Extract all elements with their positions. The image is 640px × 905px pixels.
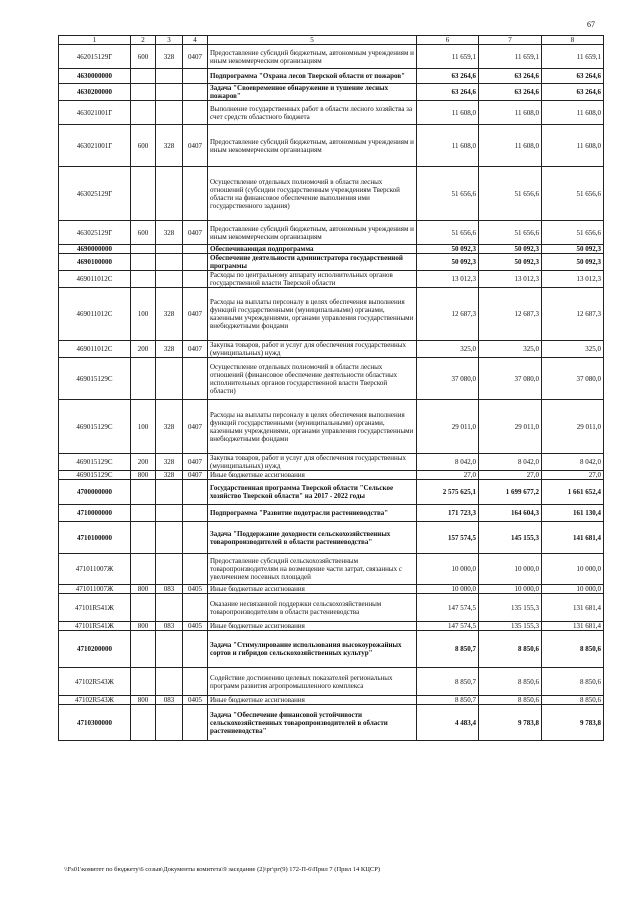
table-row [59, 454, 604, 471]
department-code-cell [156, 668, 183, 696]
amount-col7-cell: 29 011,0 [479, 400, 542, 454]
table-header-row [59, 36, 604, 45]
table-row [59, 471, 604, 480]
amount-col8-cell: 8 850,6 [542, 668, 604, 696]
budget-code-cell: 4700000000 [59, 480, 131, 505]
department-code-cell: 083 [156, 585, 183, 594]
description-cell: Расходы по центральному аппарату исполнительных органов государственной власти Тверской области [208, 271, 417, 288]
header-cell: 2 [131, 36, 156, 45]
amount-col8-cell: 63 264,6 [542, 84, 604, 101]
amount-col6-cell: 11 608,0 [417, 101, 479, 125]
description-cell: Выполнение государственных работ в области лесного хозяйства за счет средств областного бюджета [208, 101, 417, 125]
header-cell: 1 [59, 36, 131, 45]
amount-col6-cell: 63 264,6 [417, 84, 479, 101]
expense-type-cell [131, 480, 156, 505]
description-cell: Государственная программа Тверской области "Сельское хозяйство Тверской области" на 2017 - 2022 годы [208, 480, 417, 505]
section-code-cell: 0407 [183, 125, 208, 167]
section-code-cell: 0407 [183, 341, 208, 358]
description-cell: Задача "Поддержание доходности сельскохозяйственных товаропроизводителей в области растениеводства" [208, 522, 417, 554]
department-code-cell: 083 [156, 622, 183, 631]
amount-col7-cell: 27,0 [479, 471, 542, 480]
department-code-cell: 328 [156, 221, 183, 245]
amount-col7-cell: 51 656,6 [479, 167, 542, 221]
expense-type-cell: 800 [131, 622, 156, 631]
budget-code-cell: 469015129С [59, 358, 131, 400]
department-code-cell: 328 [156, 471, 183, 480]
expense-type-cell [131, 69, 156, 84]
section-code-cell: 0405 [183, 585, 208, 594]
table-row [59, 668, 604, 696]
section-code-cell [183, 254, 208, 271]
section-code-cell [183, 358, 208, 400]
amount-col6-cell: 12 687,3 [417, 288, 479, 341]
department-code-cell [156, 358, 183, 400]
section-code-cell [183, 167, 208, 221]
budget-code-cell: 4630200000 [59, 84, 131, 101]
expense-type-cell: 800 [131, 696, 156, 705]
budget-code-cell: 469011012С [59, 341, 131, 358]
department-code-cell [156, 505, 183, 522]
department-code-cell: 328 [156, 125, 183, 167]
table-row [59, 221, 604, 245]
amount-col8-cell: 8 042,0 [542, 454, 604, 471]
table-row [59, 696, 604, 705]
budget-code-cell: 4690100000 [59, 254, 131, 271]
expense-type-cell [131, 594, 156, 622]
table-row [59, 622, 604, 631]
amount-col8-cell: 141 681,4 [542, 522, 604, 554]
amount-col7-cell: 10 000,0 [479, 585, 542, 594]
department-code-cell [156, 271, 183, 288]
section-code-cell [183, 505, 208, 522]
amount-col8-cell: 51 656,6 [542, 221, 604, 245]
header-cell: 6 [417, 36, 479, 45]
amount-col7-cell: 63 264,6 [479, 69, 542, 84]
section-code-cell [183, 668, 208, 696]
department-code-cell: 328 [156, 288, 183, 341]
amount-col8-cell: 27,0 [542, 471, 604, 480]
expense-type-cell [131, 254, 156, 271]
amount-col6-cell: 171 723,3 [417, 505, 479, 522]
section-code-cell [183, 101, 208, 125]
expense-type-cell: 200 [131, 454, 156, 471]
budget-table [58, 35, 604, 741]
table-row [59, 45, 604, 69]
amount-col7-cell: 11 659,1 [479, 45, 542, 69]
table-row [59, 400, 604, 454]
description-cell: Задача "Стимулирование использования высокоурожайных сортов и гибридов сельскохозяйственных культур" [208, 631, 417, 668]
amount-col8-cell: 131 681,4 [542, 622, 604, 631]
amount-col8-cell: 51 656,6 [542, 167, 604, 221]
amount-col7-cell: 12 687,3 [479, 288, 542, 341]
amount-col6-cell: 37 080,0 [417, 358, 479, 400]
amount-col7-cell: 164 604,3 [479, 505, 542, 522]
amount-col8-cell: 1 661 652,4 [542, 480, 604, 505]
budget-code-cell: 471011007Ж [59, 585, 131, 594]
budget-code-cell: 47101R541Ж [59, 622, 131, 631]
table-row [59, 245, 604, 254]
amount-col8-cell: 10 000,0 [542, 585, 604, 594]
department-code-cell [156, 594, 183, 622]
description-cell: Обеспечивающая подпрограмма [208, 245, 417, 254]
description-cell: Задача "Своевременное обнаружение и тушение лесных пожаров" [208, 84, 417, 101]
table-row [59, 341, 604, 358]
section-code-cell: 0407 [183, 288, 208, 341]
amount-col6-cell: 157 574,5 [417, 522, 479, 554]
description-cell: Иные бюджетные ассигнования [208, 696, 417, 705]
budget-code-cell: 463025129Г [59, 167, 131, 221]
amount-col7-cell: 8 850,6 [479, 696, 542, 705]
description-cell: Иные бюджетные ассигнования [208, 585, 417, 594]
section-code-cell: 0407 [183, 471, 208, 480]
table-row [59, 631, 604, 668]
amount-col8-cell: 50 092,3 [542, 254, 604, 271]
department-code-cell [156, 84, 183, 101]
expense-type-cell [131, 245, 156, 254]
amount-col7-cell: 1 699 677,2 [479, 480, 542, 505]
amount-col6-cell: 11 608,0 [417, 125, 479, 167]
description-cell: Обеспечение деятельности администратора государственной программы [208, 254, 417, 271]
amount-col6-cell: 8 850,7 [417, 631, 479, 668]
amount-col6-cell: 10 000,0 [417, 554, 479, 585]
amount-col8-cell: 11 608,0 [542, 125, 604, 167]
description-cell: Оказание несвязанной поддержки сельскохозяйственным товаропроизводителям в области растениеводства [208, 594, 417, 622]
amount-col8-cell: 29 011,0 [542, 400, 604, 454]
section-code-cell [183, 271, 208, 288]
table-row [59, 167, 604, 221]
amount-col6-cell: 147 574,5 [417, 622, 479, 631]
section-code-cell: 0405 [183, 696, 208, 705]
amount-col6-cell: 147 574,5 [417, 594, 479, 622]
amount-col7-cell: 10 000,0 [479, 554, 542, 585]
amount-col6-cell: 325,0 [417, 341, 479, 358]
description-cell: Закупка товаров, работ и услуг для обеспечения государственных (муниципальных) нужд [208, 454, 417, 471]
department-code-cell [156, 554, 183, 585]
header-cell: 8 [542, 36, 604, 45]
amount-col7-cell: 135 155,3 [479, 594, 542, 622]
amount-col6-cell: 51 656,6 [417, 167, 479, 221]
section-code-cell [183, 594, 208, 622]
amount-col8-cell: 37 080,0 [542, 358, 604, 400]
expense-type-cell [131, 271, 156, 288]
budget-code-cell: 4710200000 [59, 631, 131, 668]
department-code-cell [156, 167, 183, 221]
header-cell: 4 [183, 36, 208, 45]
amount-col7-cell: 11 608,0 [479, 101, 542, 125]
amount-col6-cell: 50 092,3 [417, 245, 479, 254]
amount-col6-cell: 2 575 625,1 [417, 480, 479, 505]
expense-type-cell [131, 668, 156, 696]
department-code-cell [156, 631, 183, 668]
amount-col7-cell: 13 012,3 [479, 271, 542, 288]
expense-type-cell [131, 167, 156, 221]
amount-col8-cell: 325,0 [542, 341, 604, 358]
section-code-cell [183, 84, 208, 101]
budget-code-cell: 463021001Г [59, 101, 131, 125]
description-cell: Расходы на выплаты персоналу в целях обеспечения выполнения функций государственными (муниципальными) органами, казенными учреждениями, органами управления государственными внебюджетными фондами [208, 400, 417, 454]
table-row [59, 522, 604, 554]
amount-col7-cell: 9 783,8 [479, 705, 542, 741]
description-cell: Предоставление субсидий бюджетным, автономным учреждениям и иным некоммерческим организациям [208, 125, 417, 167]
page-number: 67 [587, 20, 595, 29]
department-code-cell [156, 522, 183, 554]
description-cell: Расходы на выплаты персоналу в целях обеспечения выполнения функций государственными (муниципальными) органами, казенными учреждениями, органами управления государственными внебюджетными фондами [208, 288, 417, 341]
budget-code-cell: 469015129С [59, 400, 131, 454]
amount-col6-cell: 4 483,4 [417, 705, 479, 741]
amount-col6-cell: 8 850,7 [417, 668, 479, 696]
budget-code-cell: 4710100000 [59, 522, 131, 554]
description-cell: Осуществление отдельных полномочий в области лесных отношений (субсидии государственным учреждениям Тверской области на финансовое обеспечение выполнения ими государственного задания) [208, 167, 417, 221]
section-code-cell [183, 69, 208, 84]
amount-col6-cell: 50 092,3 [417, 254, 479, 271]
description-cell: Иные бюджетные ассигнования [208, 622, 417, 631]
header-cell: 3 [156, 36, 183, 45]
amount-col7-cell: 51 656,6 [479, 221, 542, 245]
section-code-cell: 0407 [183, 221, 208, 245]
expense-type-cell [131, 505, 156, 522]
amount-col6-cell: 13 012,3 [417, 271, 479, 288]
description-cell: Осуществление отдельных полномочий в области лесных отношений (финансовое обеспечение деятельности областных исполнительных органов государственной власти Тверской области) [208, 358, 417, 400]
amount-col8-cell: 11 608,0 [542, 101, 604, 125]
amount-col7-cell: 50 092,3 [479, 245, 542, 254]
department-code-cell: 328 [156, 400, 183, 454]
table-row [59, 69, 604, 84]
amount-col8-cell: 8 850,6 [542, 631, 604, 668]
table-row [59, 125, 604, 167]
budget-code-cell: 47102R543Ж [59, 668, 131, 696]
department-code-cell [156, 101, 183, 125]
table-row [59, 254, 604, 271]
table-row [59, 84, 604, 101]
expense-type-cell: 800 [131, 471, 156, 480]
department-code-cell: 328 [156, 454, 183, 471]
amount-col6-cell: 8 850,7 [417, 696, 479, 705]
expense-type-cell [131, 358, 156, 400]
table-row [59, 271, 604, 288]
section-code-cell: 0407 [183, 454, 208, 471]
expense-type-cell [131, 631, 156, 668]
department-code-cell: 328 [156, 341, 183, 358]
budget-code-cell: 4710000000 [59, 505, 131, 522]
header-cell: 7 [479, 36, 542, 45]
expense-type-cell: 100 [131, 400, 156, 454]
budget-code-cell: 47102R543Ж [59, 696, 131, 705]
expense-type-cell: 200 [131, 341, 156, 358]
budget-code-cell: 47101R541Ж [59, 594, 131, 622]
expense-type-cell: 600 [131, 221, 156, 245]
budget-code-cell: 469011012С [59, 288, 131, 341]
department-code-cell [156, 254, 183, 271]
amount-col8-cell: 63 264,6 [542, 69, 604, 84]
amount-col8-cell: 131 681,4 [542, 594, 604, 622]
section-code-cell: 0407 [183, 45, 208, 69]
amount-col7-cell: 8 850,6 [479, 631, 542, 668]
section-code-cell: 0405 [183, 622, 208, 631]
expense-type-cell [131, 101, 156, 125]
section-code-cell [183, 245, 208, 254]
budget-code-cell: 4630000000 [59, 69, 131, 84]
amount-col7-cell: 11 608,0 [479, 125, 542, 167]
description-cell: Иные бюджетные ассигнования [208, 471, 417, 480]
section-code-cell [183, 522, 208, 554]
budget-code-cell: 469011012С [59, 271, 131, 288]
budget-code-cell: 4690000000 [59, 245, 131, 254]
description-cell: Закупка товаров, работ и услуг для обеспечения государственных (муниципальных) нужд [208, 341, 417, 358]
expense-type-cell [131, 705, 156, 741]
table-row [59, 594, 604, 622]
header-cell: 5 [208, 36, 417, 45]
description-cell: Подпрограмма "Развитие подотрасли растениеводства" [208, 505, 417, 522]
department-code-cell [156, 480, 183, 505]
table-row [59, 358, 604, 400]
amount-col8-cell: 10 000,0 [542, 554, 604, 585]
amount-col6-cell: 63 264,6 [417, 69, 479, 84]
amount-col6-cell: 10 000,0 [417, 585, 479, 594]
table-row [59, 505, 604, 522]
amount-col8-cell: 8 850,6 [542, 696, 604, 705]
expense-type-cell [131, 84, 156, 101]
amount-col7-cell: 50 092,3 [479, 254, 542, 271]
expense-type-cell: 100 [131, 288, 156, 341]
expense-type-cell [131, 554, 156, 585]
description-cell: Предоставление субсидий бюджетным, автономным учреждениям и иным некоммерческим организациям [208, 45, 417, 69]
budget-code-cell: 471011007Ж [59, 554, 131, 585]
footer-file-path: \\Fs01\комитет по бюджету\6 созыв\Документы комитета\9 заседание (2)\рг\рг(9) 172-П-6\Прил 7 (Прил 14 КЦСР) [64, 866, 381, 873]
amount-col8-cell: 50 092,3 [542, 245, 604, 254]
section-code-cell [183, 480, 208, 505]
amount-col8-cell: 12 687,3 [542, 288, 604, 341]
budget-code-cell: 4710300000 [59, 705, 131, 741]
amount-col7-cell: 8 042,0 [479, 454, 542, 471]
section-code-cell: 0407 [183, 400, 208, 454]
amount-col7-cell: 135 155,3 [479, 622, 542, 631]
budget-code-cell: 462015129Г [59, 45, 131, 69]
department-code-cell: 083 [156, 696, 183, 705]
description-cell: Содействие достижению целевых показателей региональных программ развития агропромышленного комплекса [208, 668, 417, 696]
department-code-cell [156, 245, 183, 254]
budget-code-cell: 469015129С [59, 454, 131, 471]
table-row [59, 288, 604, 341]
table-row [59, 705, 604, 741]
amount-col7-cell: 8 850,6 [479, 668, 542, 696]
amount-col7-cell: 325,0 [479, 341, 542, 358]
section-code-cell [183, 554, 208, 585]
expense-type-cell: 600 [131, 125, 156, 167]
section-code-cell [183, 631, 208, 668]
description-cell: Подпрограмма "Охрана лесов Тверской области от пожаров" [208, 69, 417, 84]
amount-col8-cell: 11 659,1 [542, 45, 604, 69]
amount-col8-cell: 13 012,3 [542, 271, 604, 288]
amount-col7-cell: 63 264,6 [479, 84, 542, 101]
budget-code-cell: 469015129С [59, 471, 131, 480]
amount-col6-cell: 11 659,1 [417, 45, 479, 69]
amount-col8-cell: 161 130,4 [542, 505, 604, 522]
budget-code-cell: 463025129Г [59, 221, 131, 245]
description-cell: Задача "Обеспечение финансовой устойчивости сельскохозяйственных товаропроизводителей в области растениеводства" [208, 705, 417, 741]
expense-type-cell: 600 [131, 45, 156, 69]
section-code-cell [183, 705, 208, 741]
amount-col6-cell: 29 011,0 [417, 400, 479, 454]
table-row [59, 101, 604, 125]
budget-code-cell: 463021001Г [59, 125, 131, 167]
expense-type-cell [131, 522, 156, 554]
amount-col7-cell: 37 080,0 [479, 358, 542, 400]
table-row [59, 554, 604, 585]
description-cell: Предоставление субсидий бюджетным, автономным учреждениям и иным некоммерческим организациям [208, 221, 417, 245]
amount-col8-cell: 9 783,8 [542, 705, 604, 741]
department-code-cell [156, 705, 183, 741]
expense-type-cell: 800 [131, 585, 156, 594]
amount-col6-cell: 27,0 [417, 471, 479, 480]
department-code-cell: 328 [156, 45, 183, 69]
amount-col7-cell: 145 155,3 [479, 522, 542, 554]
table-row [59, 480, 604, 505]
amount-col6-cell: 51 656,6 [417, 221, 479, 245]
amount-col6-cell: 8 042,0 [417, 454, 479, 471]
description-cell: Предоставление субсидий сельскохозяйственным товаропроизводителям на возмещение части затрат, связанных с увеличением посевных площадей [208, 554, 417, 585]
table-row [59, 585, 604, 594]
department-code-cell [156, 69, 183, 84]
